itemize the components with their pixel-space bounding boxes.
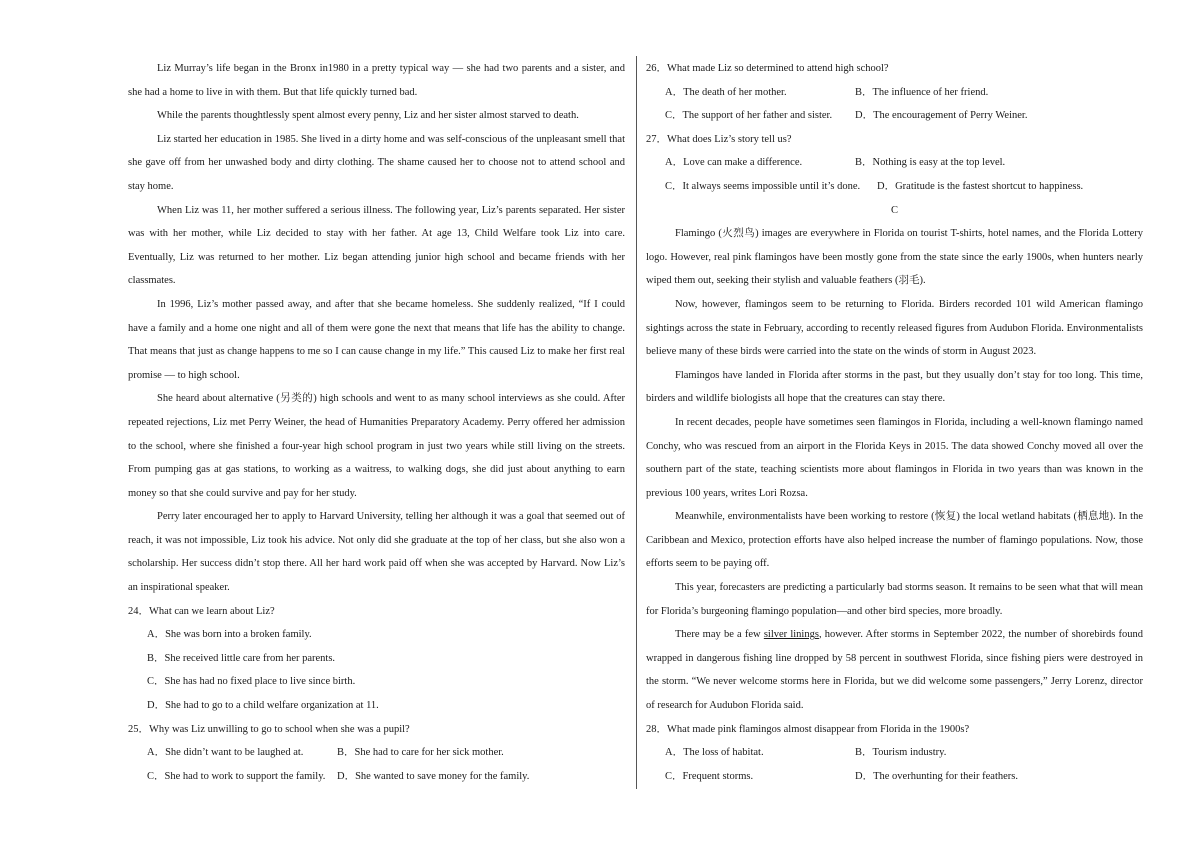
- option-25-d: D．She wanted to save money for the family.: [337, 770, 530, 782]
- paragraph-text: , however. After storms in September 2022, the number of shorebirds found wrapped in dangerous fishing line dropped by 58 percent in southwest Florida, since fishing piers were destroyed in the storm. “We never welcome storms here in Florida, but we did welcome some passengers,” Jerry Lorenz, director of research for Audubon Florida said.: [646, 629, 1144, 712]
- options-row: [646, 741, 1143, 765]
- option-24-b: B．She received little care from her parents.: [147, 652, 336, 664]
- option-27-a: A．Love can make a difference.: [665, 157, 803, 169]
- question-28-stem: 28．What made pink flamingos almost disappear from Florida in the 1900s?: [646, 723, 970, 735]
- paragraph-text: There may be a few: [675, 629, 764, 641]
- option-25-c: C．She had to work to support the family.: [147, 770, 326, 782]
- paragraph: In 1996, Liz’s mother passed away, and after that she became homeless. She suddenly realized, “If I could have a family and a home one night and all of them were gone the next that means that life has the ability to change. That means that just as change happens to me so I can cause change in my life.” This caused Liz to make her first real promise — to high school.: [128, 298, 625, 381]
- option-25-a: A．She didn’t want to be laughed at.: [147, 747, 304, 759]
- paragraph: Now, however, flamingos seem to be returning to Florida. Birders recorded 101 wild American flamingo sightings across the state in February, according to recently released figures from Audubon Florida. Environmentalists believe many of these birds were carried into the state on the winds of storm in August 2023.: [646, 298, 1143, 358]
- paragraph: Perry later encouraged her to apply to Harvard University, telling her although it was a goal that seemed out of reach, it was not impossible, Liz took his advice. Not only did she graduate at the top of her class, but she also won a scholarship. Her success didn’t stop there. All her hard work paid off when she was accepted by Harvard. Now Liz’s an inspirational speaker.: [128, 511, 625, 594]
- options-row: [128, 765, 625, 789]
- option-25-b: B．She had to care for her sick mother.: [337, 747, 504, 759]
- question-24-stem: 24．What can we learn about Liz?: [128, 605, 275, 617]
- option-28-b: B．Tourism industry.: [855, 747, 947, 759]
- paragraph: Flamingos have landed in Florida after storms in the past, but they usually don’t stay for too long. This time, birders and wildlife biologists all hope that the creatures can stay there.: [646, 369, 1143, 405]
- right-column: [646, 57, 1143, 788]
- options-row: [646, 765, 1143, 789]
- option-26-a: A．The death of her mother.: [665, 86, 787, 98]
- paragraph: While the parents thoughtlessly spent almost every penny, Liz and her sister almost starved to death.: [157, 110, 579, 122]
- underlined-phrase: silver linings: [763, 629, 819, 641]
- paragraph: Liz Murray’s life began in the Bronx in1980 in a pretty typical way — she had two parents and a sister, and she had a home to live in with them. But that life quickly turned bad.: [128, 63, 625, 98]
- option-26-c: C．The support of her father and sister.: [665, 110, 833, 122]
- option-28-c: C．Frequent storms.: [665, 770, 754, 782]
- paragraph: In recent decades, people have sometimes seen flamingos in Florida, including a well-known flamingo named Conchy, who was rescued from an airport in the Florida Keys in 2015. The data showed Conchy moved all over the southern part of the state, teaching scientists more about flamingos in Florida in two years than was known in the previous 100 years, writes Lori Rozsa.: [646, 416, 1143, 499]
- option-26-b: B．The influence of her friend.: [855, 86, 989, 98]
- paragraph: This year, forecasters are predicting a particularly bad storms season. It remains to be seen what that will mean for Florida’s burgeoning flamingo population—and other bird species, more broadly.: [646, 582, 1143, 617]
- option-26-d: D．The encouragement of Perry Weiner.: [855, 110, 1028, 122]
- paragraph: Meanwhile, environmentalists have been working to restore (恢复) the local wetland habitats (栖息地). In the Caribbean and Mexico, protection efforts have also helped increase the number of flamingo populations. Now, those efforts seem to be paying off.: [646, 511, 1143, 570]
- question-25-stem: 25．Why was Liz unwilling to go to school when she was a pupil?: [128, 723, 410, 735]
- option-24-d: D．She had to go to a child welfare organization at 11.: [147, 700, 379, 712]
- options-row: [646, 175, 1143, 199]
- option-28-d: D．The overhunting for their feathers.: [855, 770, 1018, 782]
- paragraph: Liz started her education in 1985. She lived in a dirty home and was self-conscious of the unpleasant smell that she gave off from her unwashed body and dirty clothing. The shame caused her to choose not to attend school and stay home.: [128, 133, 625, 192]
- options-row: [646, 104, 1143, 128]
- option-27-c: C．It always seems impossible until it’s done.: [665, 180, 861, 192]
- options-row: [128, 741, 625, 765]
- question-27-stem: 27．What does Liz’s story tell us?: [646, 133, 792, 145]
- column-divider: [636, 56, 637, 789]
- section-letter: C: [890, 204, 898, 216]
- paragraph: When Liz was 11, her mother suffered a serious illness. The following year, Liz’s parents separated. Her sister was with her mother, while Liz decided to stay with her father. At age 13, Child Welfare took Liz into care. Eventually, Liz was returned to her mother. Liz began attending junior high school and became friends with her classmates.: [128, 204, 625, 287]
- options-row: [646, 81, 1143, 105]
- paragraph: She heard about alternative (另类的) high schools and went to as many school interviews as she could. After repeated rejections, Liz met Perry Weiner, the head of Humanities Preparatory Academy. Perry offered her admission to the school, where she finished a four-year high school program in just two years while still living on the streets. From pumping gas at gas stations, to working as a waitress, to walking dogs, she did just about anything to earn money so that she could survive and pay for her study.: [128, 393, 625, 499]
- option-27-d: D．Gratitude is the fastest shortcut to happiness.: [877, 180, 1084, 192]
- left-column: [128, 57, 625, 788]
- question-26-stem: 26．What made Liz so determined to attend high school?: [646, 63, 889, 74]
- option-24-a: A．She was born into a broken family.: [147, 629, 312, 641]
- option-28-a: A．The loss of habitat.: [665, 747, 764, 759]
- option-24-c: C．She has had no fixed place to live since birth.: [147, 676, 356, 688]
- paragraph: [646, 623, 1143, 717]
- option-27-b: B．Nothing is easy at the top level.: [855, 157, 1006, 169]
- paragraph: Flamingo (火烈鸟) images are everywhere in Florida on tourist T-shirts, hotel names, and the Florida Lottery logo. However, real pink flamingos have been mostly gone from the state since the early 1900s, when hunters nearly wiped them out, seeking their stylish and valuable feathers (羽毛).: [646, 228, 1143, 287]
- options-row: [646, 151, 1143, 175]
